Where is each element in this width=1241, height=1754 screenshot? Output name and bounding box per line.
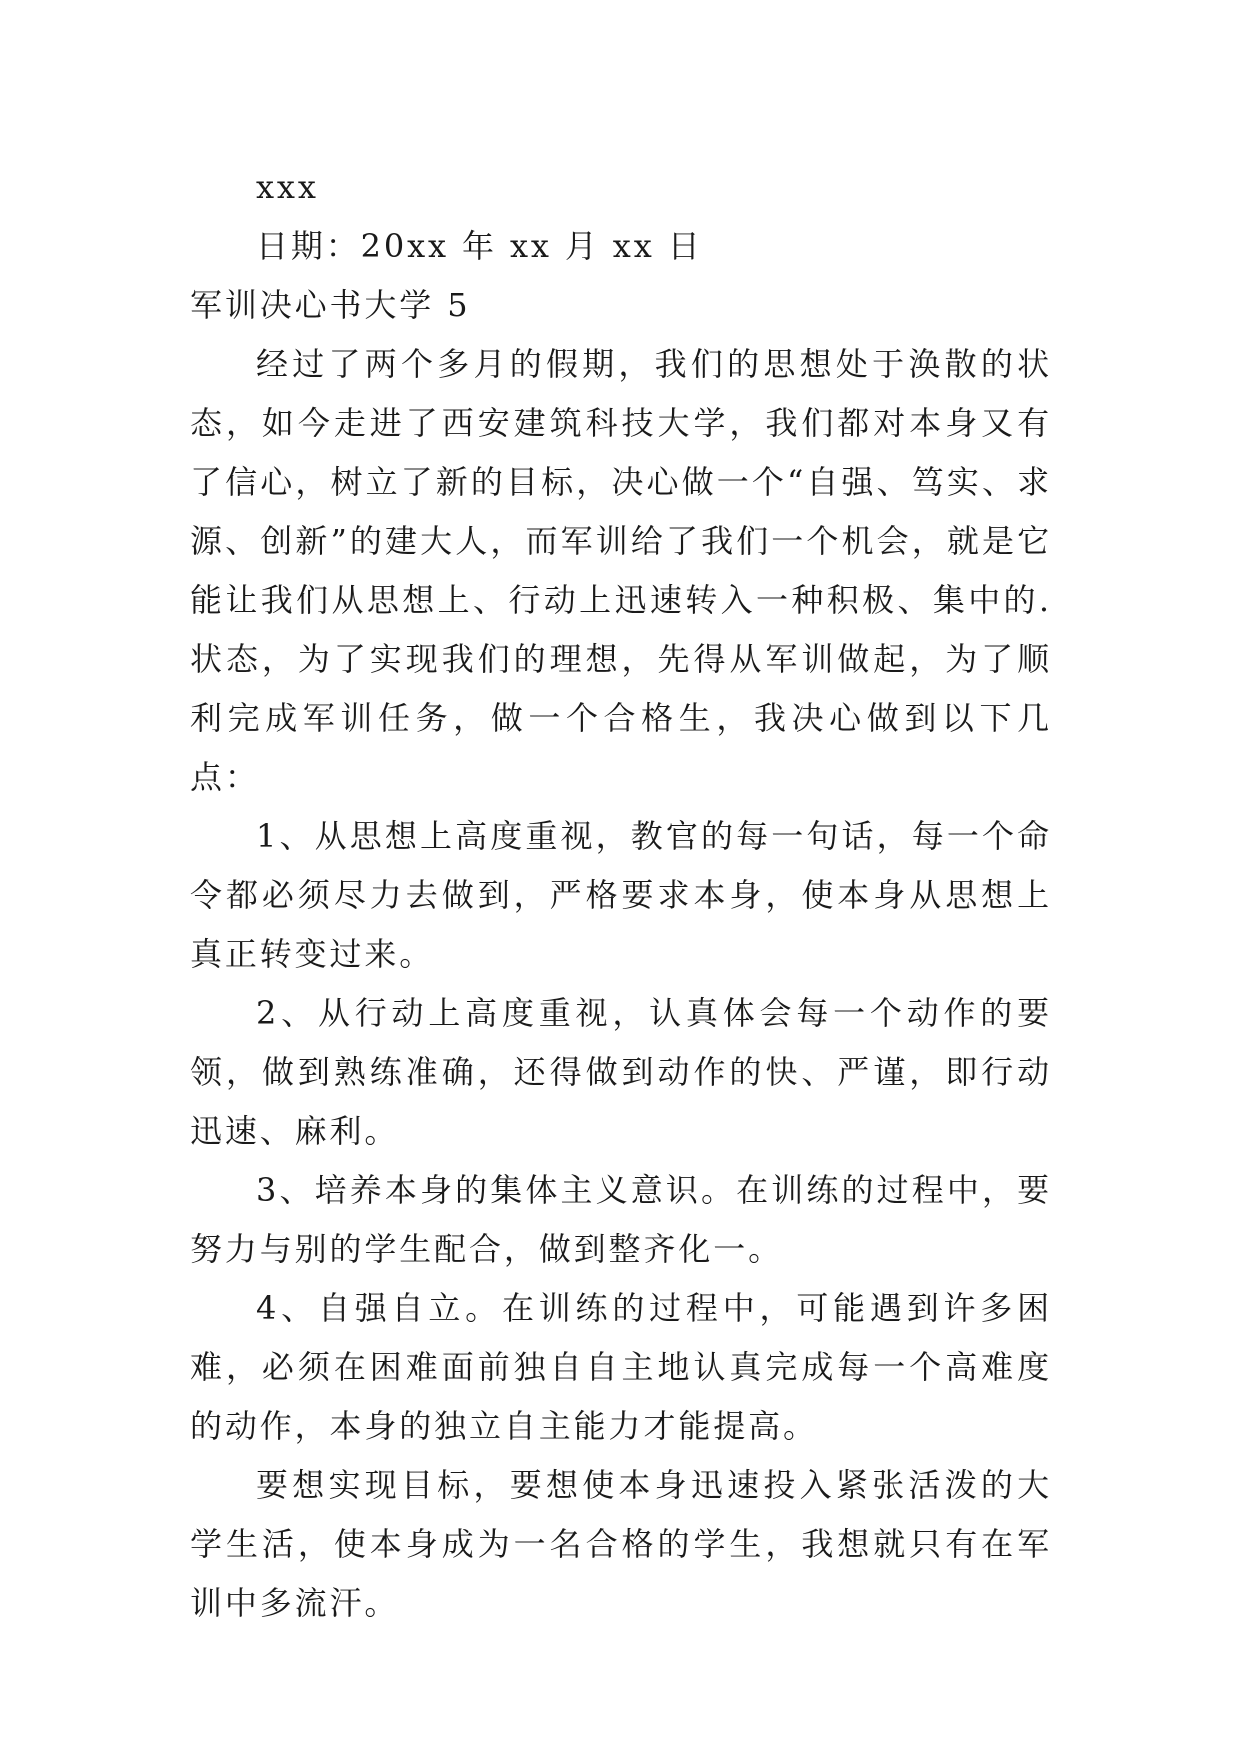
paragraph-point-3: 3、培养本身的集体主义意识。在训练的过程中，要努力与别的学生配合，做到整齐化一。: [190, 1171, 1052, 1268]
date-line: 日期：20xx 年 xx 月 xx 日: [256, 227, 703, 265]
paragraph-point-4: 4、自强自立。在训练的过程中，可能遇到许多困难，必须在困难面前独自自主地认真完成每一个高难度的动作，本身的独立自主能力才能提高。: [190, 1289, 1052, 1445]
document-body: [190, 158, 1052, 1633]
paragraph-point-1: 1、从思想上高度重视，教官的每一句话，每一个命令都必须尽力去做到，严格要求本身，使本身从思想上真正转变过来。: [190, 817, 1052, 973]
paragraph-point-2: 2、从行动上高度重视，认真体会每一个动作的要领，做到熟练准确，还得做到动作的快、严谨，即行动迅速、麻利。: [190, 994, 1052, 1150]
paragraph-intro: 经过了两个多月的假期，我们的思想处于涣散的状态，如今走进了西安建筑科技大学，我们都对本身又有了信心，树立了新的目标，决心做一个“自强、笃实、求源、创新”的建大人，而军训给了我们一个机会，就是它能让我们从思想上、行动上迅速转入一种积极、集中的.状态，为了实现我们的理想，先得从军训做起，为了顺利完成军训任务，做一个合格生，我决心做到以下几点：: [190, 345, 1052, 796]
section-title: 军训决心书大学 5: [190, 286, 471, 324]
paragraph-conclusion: 要想实现目标，要想使本身迅速投入紧张活泼的大学生活，使本身成为一名合格的学生，我想就只有在军训中多流汗。: [190, 1466, 1052, 1622]
signature: xxx: [256, 168, 319, 206]
